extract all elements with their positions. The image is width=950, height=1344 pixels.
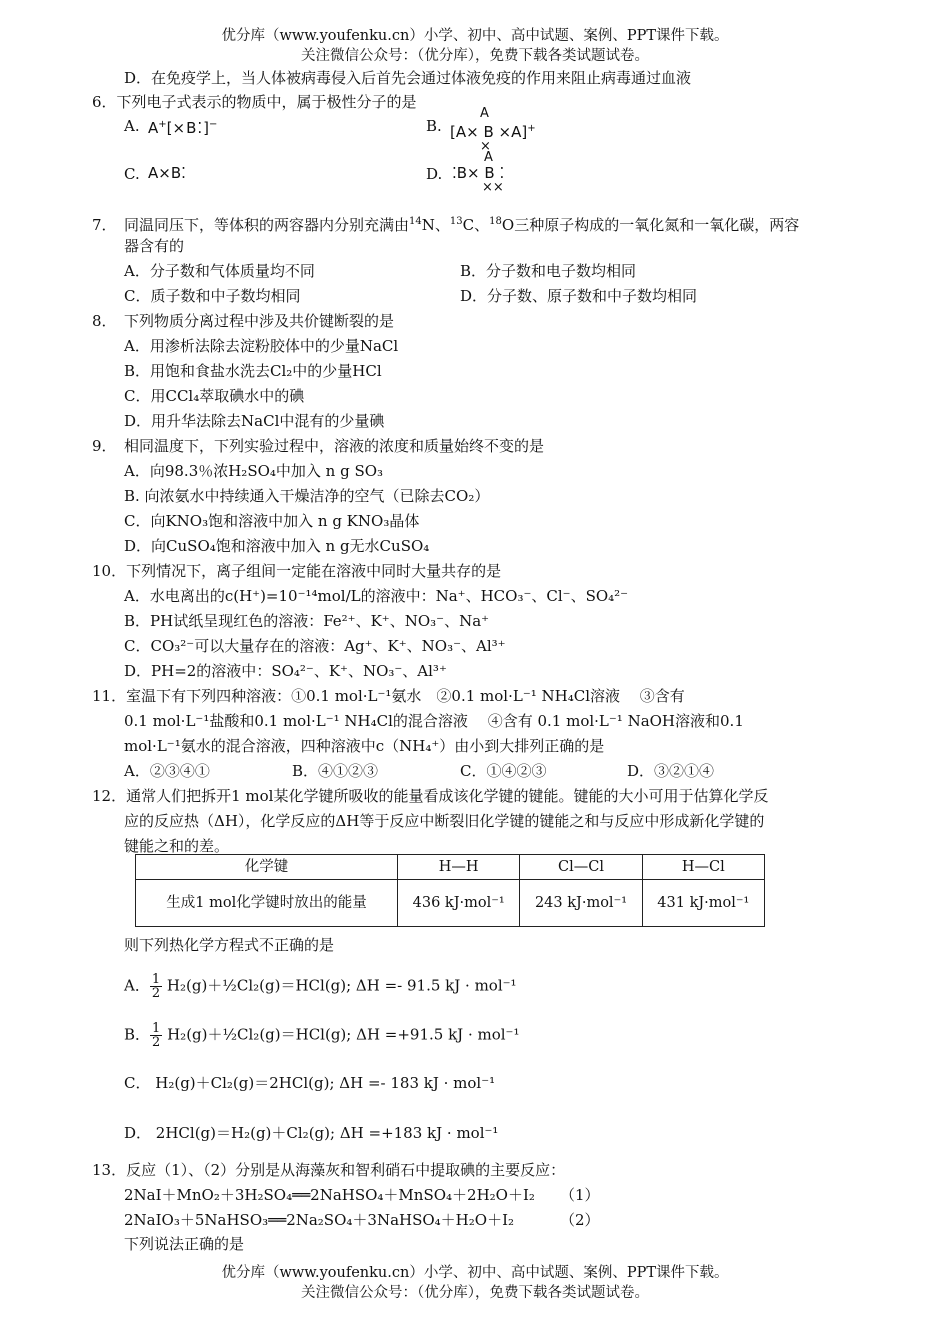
q9-option-b: B. 向浓氨水中持续通入干燥洁净的空气（已除去CO₂） — [124, 487, 490, 505]
table-row-label: 生成1 mol化学键时放出的能量 — [136, 880, 398, 927]
q12-line-1: 12．通常人们把拆开1 mol某化学键所吸收的能量看成该化学键的键能。键能的大小可用于估算化学反 — [92, 787, 769, 805]
q9-stem: 9． 相同温度下，下列实验过程中，溶液的浓度和质量始终不变的是 — [92, 437, 545, 455]
q6-option-d-formula: A ⁚B× B ⁚ ×× — [452, 150, 505, 195]
table-header-bond: 化学键 — [136, 855, 398, 880]
q10-option-d: D．PH=2的溶液中：SO₄²⁻、K⁺、NO₃⁻、Al³⁺ — [124, 662, 447, 680]
q11-option-d: D．③②①④ — [627, 762, 715, 780]
fraction-half-icon: $\frac{1}{2}$ — [152, 1021, 161, 1050]
q10-stem: 10．下列情况下，离子组间一定能在溶液中同时大量共存的是 — [92, 562, 502, 580]
q8-stem: 8． 下列物质分离过程中涉及共价键断裂的是 — [92, 312, 395, 330]
q11-line-1: 11．室温下有下列四种溶液：①0.1 mol·L⁻¹氨水 ②0.1 mol·L⁻¹ NH₄Cl溶液 ③含有 — [92, 687, 685, 705]
bond-energy-table — [135, 854, 765, 927]
q7-option-d: D．分子数、原子数和中子数均相同 — [460, 287, 698, 305]
q8-option-b: B．用饱和食盐水洗去Cl₂中的少量HCl — [124, 362, 382, 380]
q11-line-3: mol·L⁻¹氨水的混合溶液，四种溶液中c（NH₄⁺）由小到大排列正确的是 — [124, 737, 605, 755]
q5-option-d: D．在免疫学上，当人体被病毒侵入后首先会通过体液免疫的作用来阻止病毒通过血液 — [124, 69, 692, 87]
q9-option-a: A．向98.3％浓H₂SO₄中加入 n g SO₃ — [124, 462, 384, 480]
q7-stem-b: 三种原子构成的一氧化氮和一氧化碳，两容 — [514, 216, 800, 234]
q13-reaction-2-number: （2） — [560, 1211, 600, 1229]
table-cell-hcl: 431 kJ·mol⁻¹ — [642, 880, 764, 927]
q12-line-3: 键能之和的差。 — [124, 837, 230, 855]
q8-option-d: D．用升华法除去NaCl中混有的少量碘 — [124, 412, 385, 430]
q12-option-c: C． H₂(g)＋Cl₂(g)＝2HCl(g); ΔH =- 183 kJ · mol⁻¹ — [124, 1074, 496, 1092]
q13-reaction-1-number: （1） — [560, 1186, 600, 1204]
fraction-half-icon: $\frac{1}{2}$ — [151, 972, 161, 1001]
table-header-hh: H—H — [398, 855, 520, 880]
q13-stem: 13．反应（1）、（2）分别是从海藻灰和智利硝石中提取碘的主要反应： — [92, 1161, 566, 1179]
q6-option-b-formula: A [A× B ×A]+ × — [450, 106, 536, 154]
q6-option-a-formula: A+[×B⁚]− — [148, 119, 218, 137]
q6-option-b-label: B. — [426, 117, 442, 135]
q11-line-2: 0.1 mol·L⁻¹盐酸和0.1 mol·L⁻¹ NH₄Cl的混合溶液 ④含有 0.1 mol·L⁻¹ NaOH溶液和0.1 — [124, 712, 744, 730]
q6-option-c-label: C. — [124, 165, 140, 183]
q12-line-2: 应的反应热（ΔH），化学反应的ΔH等于反应中断裂旧化学键的键能之和与反应中形成新化学键的 — [124, 812, 765, 830]
q13-reaction-2: 2NaIO₃＋5NaHSO₃══2Na₂SO₄＋3NaHSO₄＋H₂O＋I₂ — [124, 1211, 515, 1229]
q7-stem-line-1: 7． 同温同压下，等体积的两容器内分别充满由$^{14}$N、$^{13}$C、$^{18}$O三种原子构成的一氧化氮和一氧化碳，两容 — [92, 216, 800, 234]
q6-stem: 6．下列电子式表示的物质中，属于极性分子的是 — [92, 93, 417, 111]
header-line-1: 优分库（www.youfenku.cn）小学、初中、高中试题、案例、PPT课件下载。 — [221, 28, 729, 44]
footer-line-2: 关注微信公众号：（优分库），免费下载各类试题试卷。 — [301, 1285, 649, 1301]
table-header-row — [136, 855, 765, 880]
q6-option-a-label: A. — [124, 117, 140, 135]
q7-option-c: C．质子数和中子数均相同 — [124, 287, 301, 305]
page-header — [0, 26, 950, 66]
q13-reaction-1: 2NaI＋MnO₂＋3H₂SO₄══2NaHSO₄＋MnSO₄＋2H₂O＋I₂ — [124, 1186, 535, 1204]
footer-line-1: 优分库（www.youfenku.cn）小学、初中、高中试题、案例、PPT课件下载。 — [221, 1265, 729, 1281]
q6-option-c-formula: A×B⁚ — [148, 164, 186, 182]
page-footer — [0, 1263, 950, 1303]
q9-option-d: D．向CuSO₄饱和溶液中加入 n g无水CuSO₄ — [124, 537, 430, 555]
q11-option-a: A．②③④① — [124, 762, 210, 780]
q13-after: 下列说法正确的是 — [124, 1235, 245, 1253]
q7-stem-line-2: 器含有的 — [124, 237, 185, 255]
table-cell-hh: 436 kJ·mol⁻¹ — [398, 880, 520, 927]
q11-option-c: C．①④②③ — [460, 762, 547, 780]
q9-option-c: C．向KNO₃饱和溶液中加入 n g KNO₃晶体 — [124, 512, 420, 530]
q12-after-table: 则下列热化学方程式不正确的是 — [124, 936, 335, 954]
table-header-hcl: H—Cl — [642, 855, 764, 880]
q12-option-b: B． $\frac{1}{2}$ H₂(g)＋½Cl₂(g)＝HCl(g); ΔH =+91.5 kJ · mol⁻¹ — [124, 1021, 520, 1050]
q10-option-a: A．水电离出的c(H⁺)=10⁻¹⁴mol/L的溶液中：Na⁺、HCO₃⁻、Cl⁻、SO₄²⁻ — [124, 587, 629, 605]
q8-option-c: C．用CCl₄萃取碘水中的碘 — [124, 387, 305, 405]
q7-option-b: B．分子数和电子数均相同 — [460, 262, 637, 280]
q8-option-a: A．用渗析法除去淀粉胶体中的少量NaCl — [124, 337, 399, 355]
table-cell-clcl: 243 kJ·mol⁻¹ — [520, 880, 642, 927]
q7-option-a: A．分子数和气体质量均不同 — [124, 262, 315, 280]
q12-option-a: A． $\frac{1}{2}$ H₂(g)＋½Cl₂(g)＝HCl(g); ΔH =- 91.5 kJ · mol⁻¹ — [124, 972, 517, 1001]
header-line-2: 关注微信公众号：（优分库），免费下载各类试题试卷。 — [301, 48, 649, 64]
q12-option-b-eq: H₂(g)＋½Cl₂(g)＝HCl(g); ΔH =+91.5 kJ · mol⁻¹ — [167, 1025, 520, 1044]
q7-stem-a: 7． 同温同压下，等体积的两容器内分别充满由 — [92, 216, 410, 234]
q10-option-c: C．CO₃²⁻可以大量存在的溶液：Ag⁺、K⁺、NO₃⁻、Al³⁺ — [124, 637, 506, 655]
q12-option-d: D． 2HCl(g)＝H₂(g)＋Cl₂(g); ΔH =+183 kJ · mol⁻¹ — [124, 1124, 499, 1142]
q6-option-d-label: D. — [426, 165, 443, 183]
q11-option-b: B．④①②③ — [292, 762, 379, 780]
table-row — [136, 880, 765, 927]
table-header-clcl: Cl—Cl — [520, 855, 642, 880]
q10-option-b: B．PH试纸呈现红色的溶液：Fe²⁺、K⁺、NO₃⁻、Na⁺ — [124, 612, 490, 630]
q12-option-a-eq: H₂(g)＋½Cl₂(g)＝HCl(g); ΔH =- 91.5 kJ · mol⁻¹ — [166, 976, 517, 995]
